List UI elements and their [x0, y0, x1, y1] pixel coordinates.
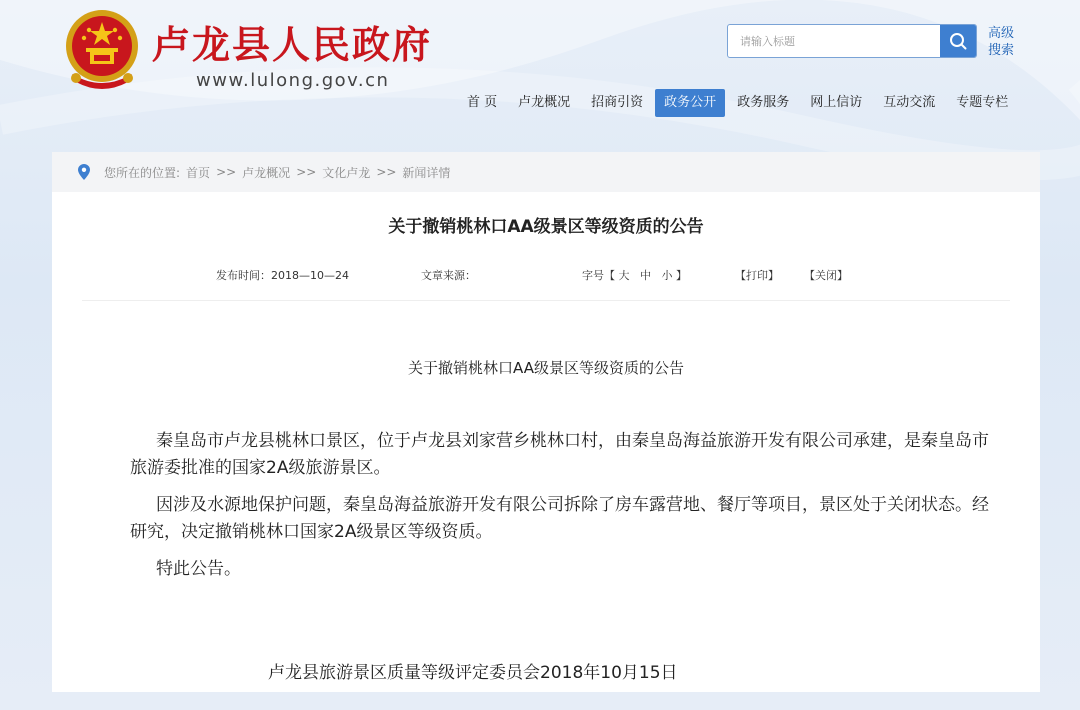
breadcrumb-overview[interactable]: 卢龙概况 [242, 165, 291, 180]
publish-time: 发布时间：2018—10—24 [216, 269, 349, 282]
content-panel [52, 152, 1040, 692]
nav-item-interaction[interactable]: 互动交流 [883, 95, 936, 110]
breadcrumb-culture[interactable]: 文化卢龙 [322, 165, 371, 180]
print-link[interactable]: 【打印】 [735, 269, 779, 282]
main-nav [458, 89, 1020, 117]
site-title: 卢龙县人民政府 [152, 22, 433, 67]
breadcrumb-current: 新闻详情 [402, 165, 451, 180]
nav-item-overview[interactable]: 卢龙概况 [518, 95, 571, 110]
article-title: 关于撤销桃林口AA级景区等级资质的公告 [388, 217, 704, 237]
article-source: 文章来源： [421, 269, 476, 282]
search-button[interactable] [940, 25, 976, 57]
breadcrumb-prefix: 您所在的位置: [104, 165, 181, 180]
body-title: 关于撤销桃林口AA级景区等级资质的公告 [408, 359, 684, 377]
advanced-search-link[interactable]: 高级搜索 [988, 26, 1015, 58]
breadcrumb-home[interactable]: 首页 [186, 165, 211, 180]
article-paragraph: 因涉及水源地保护问题，秦皇岛海益旅游开发有限公司拆除了房车露营地、餐厅等项目，景区处于关闭状态。经研究，决定撤销桃林口国家2A级景区等级资质。 [130, 495, 989, 542]
search-box [727, 24, 977, 58]
article-paragraph: 特此公告。 [156, 559, 241, 579]
nav-item-gov-services[interactable]: 政务服务 [737, 95, 790, 110]
article-paragraph: 秦皇岛市卢龙县桃林口景区，位于卢龙县刘家营乡桃林口村，由秦皇岛海益旅游开发有限公司承建，是秦皇岛市旅游委批准的国家2A级旅游景区。 [130, 431, 989, 478]
divider [82, 300, 1010, 301]
national-emblem-icon [62, 8, 142, 92]
search-input[interactable] [728, 25, 940, 57]
search-icon [948, 31, 968, 51]
breadcrumb-separator: >> [296, 165, 317, 179]
nav-item-petition[interactable]: 网上信访 [810, 95, 863, 110]
site-url: www.lulong.gov.cn [196, 70, 390, 91]
nav-item-topics[interactable]: 专题专栏 [956, 95, 1009, 110]
location-pin-icon [78, 164, 90, 180]
font-size-control[interactable]: 字号【 大 中 小 】 [582, 269, 687, 282]
article-meta [52, 267, 1040, 287]
signature: 卢龙县旅游景区质量等级评定委员会2018年10月15日 [268, 663, 678, 683]
close-link[interactable]: 【关闭】 [804, 269, 848, 282]
nav-item-investment[interactable]: 招商引资 [591, 95, 644, 110]
breadcrumb-separator: >> [376, 165, 397, 179]
breadcrumb-separator: >> [216, 165, 237, 179]
nav-item-home[interactable]: 首 页 [467, 95, 498, 110]
nav-item-gov-affairs[interactable]: 政务公开 [655, 89, 725, 117]
breadcrumb [52, 152, 1040, 192]
